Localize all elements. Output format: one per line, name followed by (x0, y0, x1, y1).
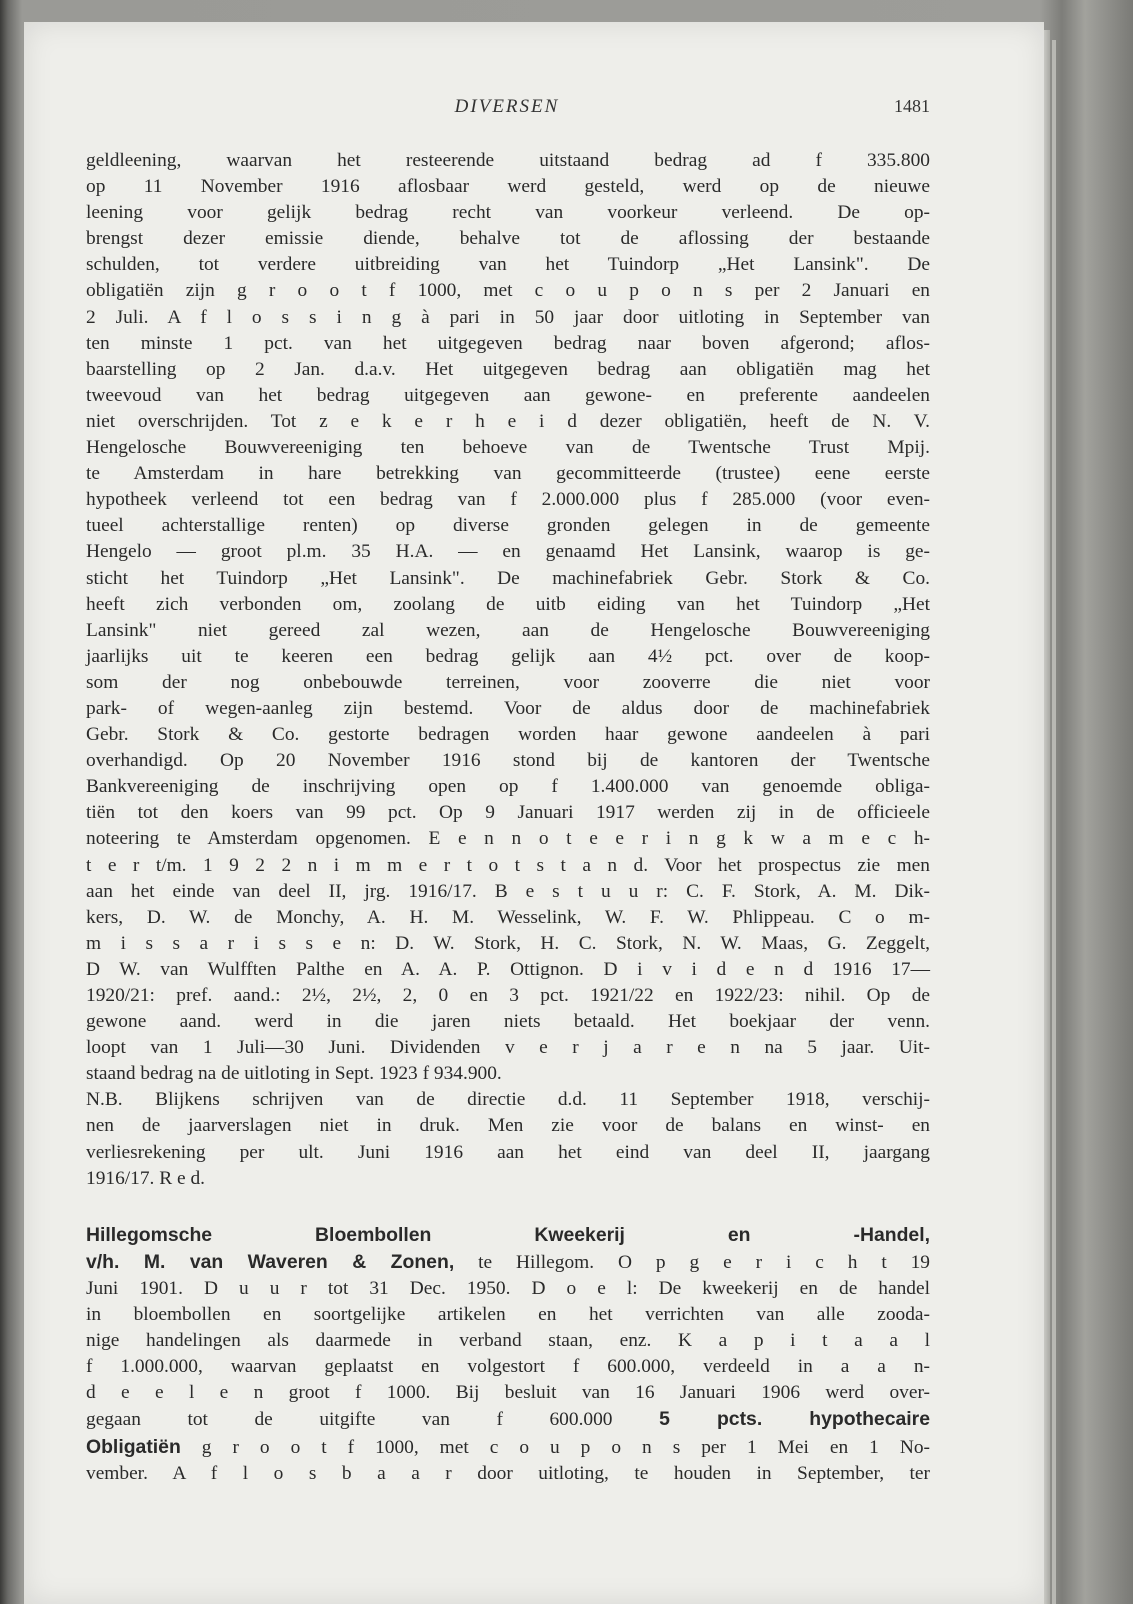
text-line: aan het einde van deel II, jrg. 1916/17. B e s t u u r: C. F. Stork, A. M. Dik- (86, 880, 930, 902)
text-line: D W. van Wulfften Palthe en A. A. P. Ottignon. D i v i d e n d 1916 17— (86, 958, 930, 980)
company-entry (86, 1222, 930, 1487)
entry-line: Juni 1901. D u u r tot 31 Dec. 1950. D o e l: De kweekerij en de handel (86, 1277, 930, 1299)
page-edge (1044, 30, 1050, 1604)
text-line: staand bedrag na de uitloting in Sept. 1923 f 934.900. (86, 1063, 502, 1085)
entry-line-last: vember. A f l o s b a a r door uitloting, te houden in September, ter (86, 1462, 930, 1484)
text-line: kers, D. W. de Monchy, A. H. M. Wesselink, W. F. W. Phlippeau. C o m- (86, 906, 930, 928)
body-text (86, 148, 930, 1487)
text-line: Bankvereeniging de inschrijving open op f 1.400.000 van genoemde obliga- (86, 776, 930, 798)
text-line: baarstelling op 2 Jan. d.a.v. Het uitgegeven bedrag aan obligatiën mag het (86, 358, 930, 380)
entry-line: nige handelingen als daarmede in verband staan, enz. K a p i t a a l (86, 1330, 930, 1352)
paragraph-2 (86, 1087, 930, 1191)
text-line: op 11 November 1916 aflosbaar werd gesteld, werd op de nieuwe (86, 176, 930, 198)
text-line: leening voor gelijk bedrag recht van voorkeur verleend. De op- (86, 202, 930, 224)
text-line: noteering te Amsterdam opgenomen. E e n n o t e e r i n g k w a m e c h- (86, 828, 930, 850)
bond-type: 5 pcts. hypothecaire (659, 1408, 930, 1431)
entry-line: in bloembollen en soortgelijke artikelen en het verrichten van alle zooda- (86, 1304, 930, 1326)
text-line: park- of wegen-aanleg zijn bestemd. Voor de aldus door de machinefabriek (86, 697, 930, 719)
text-line: ten minste 1 pct. van het uitgegeven bedrag naar boven afgerond; aflos- (86, 332, 930, 354)
text-line: loopt van 1 Juli—30 Juni. Dividenden v e r j a r e n na 5 jaar. Uit- (86, 1037, 930, 1059)
text-line: tiën tot den koers van 99 pct. Op 9 Januari 1917 werden zij in de officieele (86, 802, 930, 824)
entry-line: d e e l e n groot f 1000. Bij besluit van 16 Januari 1906 werd over- (86, 1382, 930, 1404)
text-line: Gebr. Stork & Co. gestorte bedragen worden haar gewone aandeelen à pari (86, 724, 930, 746)
text-line: te Amsterdam in hare betrekking van gecommitteerde (trustee) eene eerste (86, 463, 930, 485)
text-line: schulden, tot verdere uitbreiding van het Tuindorp „Het Lansink". De (86, 254, 930, 276)
text-line: Lansink" niet gereed zal wezen, aan de Hengelosche Bouwvereeniging (86, 619, 930, 641)
company-name-part-2: v/h. M. van Waveren & Zonen, (86, 1250, 455, 1273)
company-name-part-1: Hillegomsche Bloembollen Kweekerij en -Handel, (86, 1223, 930, 1246)
text-line: Hengelosche Bouwvereeniging ten behoeve van de Twentsche Trust Mpij. (86, 437, 930, 459)
entry-bond-pre: gegaan tot de uitgifte van f 600.000 (86, 1409, 660, 1431)
page-edge-inner (1052, 40, 1056, 1604)
text-line: obligatiën zijn g r o o t f 1000, met c o u p o n s per 2 Januari en (86, 280, 930, 302)
text-line: som der nog onbebouwde terreinen, voor zooverre die niet voor (86, 671, 930, 693)
text-line: tweevoud van het bedrag uitgegeven aan gewone- en preferente aandeelen (86, 384, 930, 406)
entry-line-1 (86, 1222, 930, 1249)
text-line: 2 Juli. A f l o s s i n g à pari in 50 jaar door uitloting in September van (86, 306, 930, 328)
entry-oblig-rest: g r o o t f 1000, met c o u p o n s per 1 Mei en 1 No- (180, 1436, 930, 1458)
entry-line-2-rest: te Hillegom. O p g e r i c h t 19 (454, 1251, 930, 1273)
text-line: t e r t/m. 1 9 2 2 n i m m e r t o t s t a n d. Voor het prospectus zie men (86, 854, 930, 876)
running-title: DIVERSEN (454, 96, 560, 117)
text-line: N.B. Blijkens schrijven van de directie d.d. 11 September 1918, verschij- (86, 1089, 930, 1111)
text-line: 1920/21: pref. aand.: 2½, 2½, 2, 0 en 3 pct. 1921/22 en 1922/23: nihil. Op de (86, 985, 930, 1006)
text-line: nen de jaarverslagen niet in druk. Men zie voor de balans en winst- en (86, 1115, 930, 1137)
text-line: Hengelo — groot pl.m. 35 H.A. — en genaamd Het Lansink, waarop is ge- (86, 541, 930, 563)
text-line: 1916/17. R e d. (86, 1167, 206, 1189)
text-line: verliesrekening per ult. Juni 1916 aan het eind van deel II, jaargang (86, 1141, 930, 1163)
text-line: niet overschrijden. Tot z e k e r h e i d dezer obligatiën, heeft de N. V. (86, 410, 930, 432)
text-line: tueel achterstallige renten) op diverse gronden gelegen in de gemeente (86, 515, 930, 537)
entry-line-bond (86, 1406, 930, 1433)
text-line: sticht het Tuindorp „Het Lansink". De machinefabriek Gebr. Stork & Co. (86, 567, 930, 589)
text-line: geldleening, waarvan het resteerende uitstaand bedrag ad f 335.800 (86, 150, 930, 171)
text-line: m i s s a r i s s e n: D. W. Stork, H. C. Stork, N. W. Maas, G. Zeggelt, (86, 932, 930, 954)
text-line: brengst dezer emissie diende, behalve tot de aflossing der bestaande (86, 228, 930, 250)
entry-line: f 1.000.000, waarvan geplaatst en volgestort f 600.000, verdeeld in a a n- (86, 1356, 930, 1378)
text-line: hypotheek verleend tot een bedrag van f 2.000.000 plus f 285.000 (voor even- (86, 489, 930, 511)
text-line: jaarlijks uit te keeren een bedrag gelijk aan 4½ pct. over de koop- (86, 645, 930, 667)
entry-line-2 (86, 1249, 930, 1276)
text-line: overhandigd. Op 20 November 1916 stond bij de kantoren der Twentsche (86, 750, 930, 772)
entry-line-oblig (86, 1434, 930, 1461)
page-number: 1481 (894, 96, 930, 116)
page-header (84, 96, 930, 126)
obligatien-label: Obligatiën (86, 1435, 181, 1458)
text-line: heeft zich verbonden om, zoolang de uitb eiding van het Tuindorp „Het (86, 593, 930, 615)
paragraph-1 (86, 148, 930, 1087)
text-line: gewone aand. werd in die jaren niets betaald. Het boekjaar der venn. (86, 1011, 930, 1033)
